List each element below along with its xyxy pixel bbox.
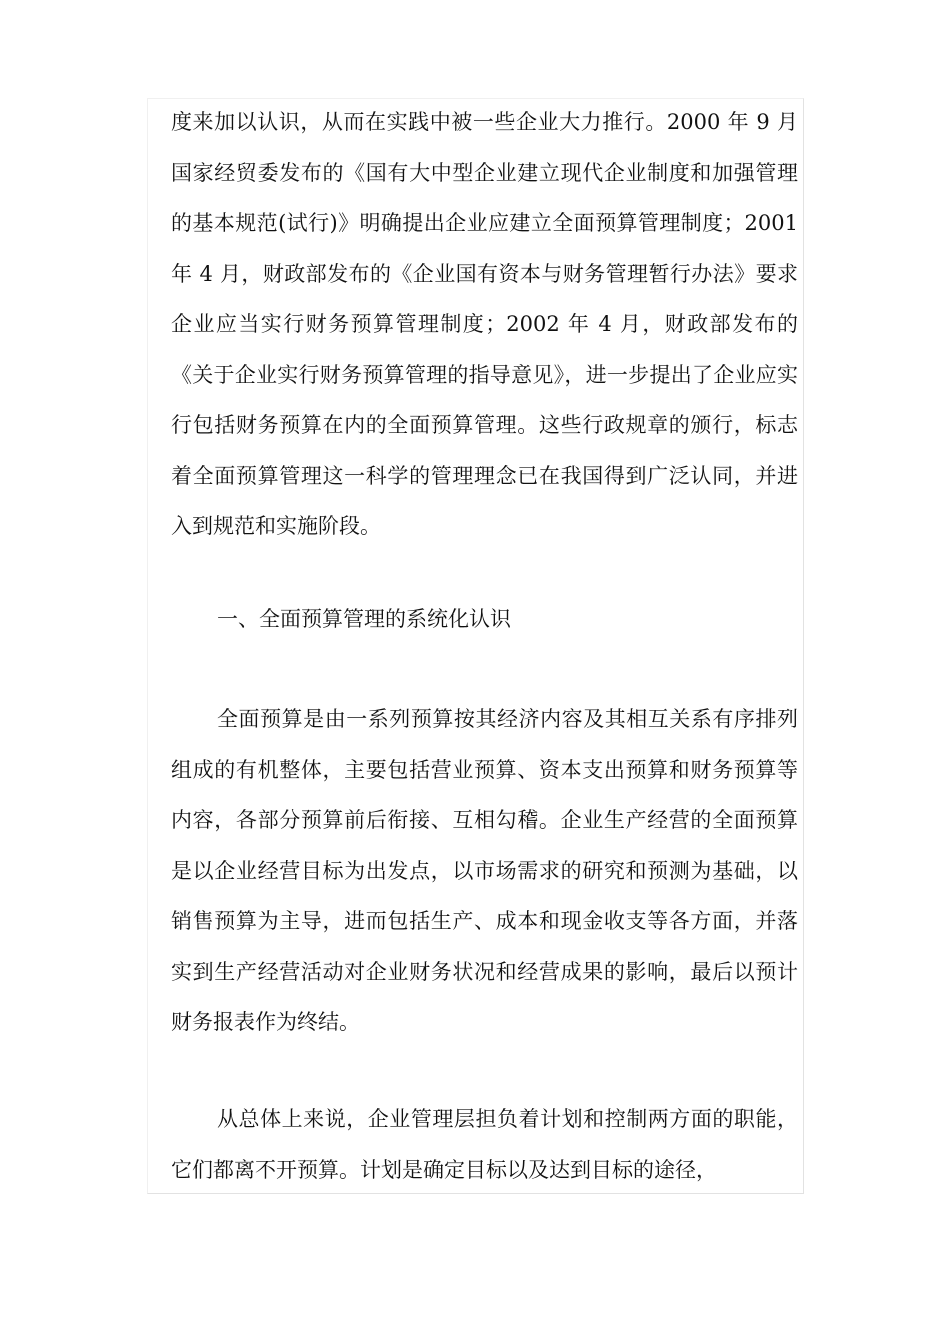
body-paragraph-2: 全面预算是由一系列预算按其经济内容及其相互关系有序排列组成的有机整体，主要包括营业预算、资本支出预算和财务预算等内容，各部分预算前后衔接、互相勾稽。企业生产经营的全面预算是以企业经营目标为出发点，以市场需求的研究和预测为基础，以销售预算为主导，进而包括生产、成本和现金收支等各方面，并落实到生产经营活动对企业财务状况和经营成果的影响，最后以预计财务报表作为终结。: [171, 707, 798, 1034]
section-heading: 一、全面预算管理的系统化认识: [217, 607, 511, 631]
body-paragraph-3: 从总体上来说，企业管理层担负着计划和控制两方面的职能，它们都离不开预算。计划是确定目标以及达到目标的途径，: [171, 1107, 798, 1182]
body-paragraph-1: 度来加以认识，从而在实践中被一些企业大力推行。2000 年 9 月国家经贸委发布的《国有大中型企业建立现代企业制度和加强管理的基本规范(试行)》明确提出企业应建立全面预算管理制度；2001 年 4 月，财政部发布的《企业国有资本与财务管理暂行办法》要求企业应当实行财务预算管理制度；2002 年 4 月，财政部发布的《关于企业实行财务预算管理的指导意见》，进一步提出了企业应实行包括财务预算在内的全面预算管理。这些行政规章的颁行，标志着全面预算管理这一科学的管理理念已在我国得到广泛认同，并进入到规范和实施阶段。: [171, 110, 798, 538]
